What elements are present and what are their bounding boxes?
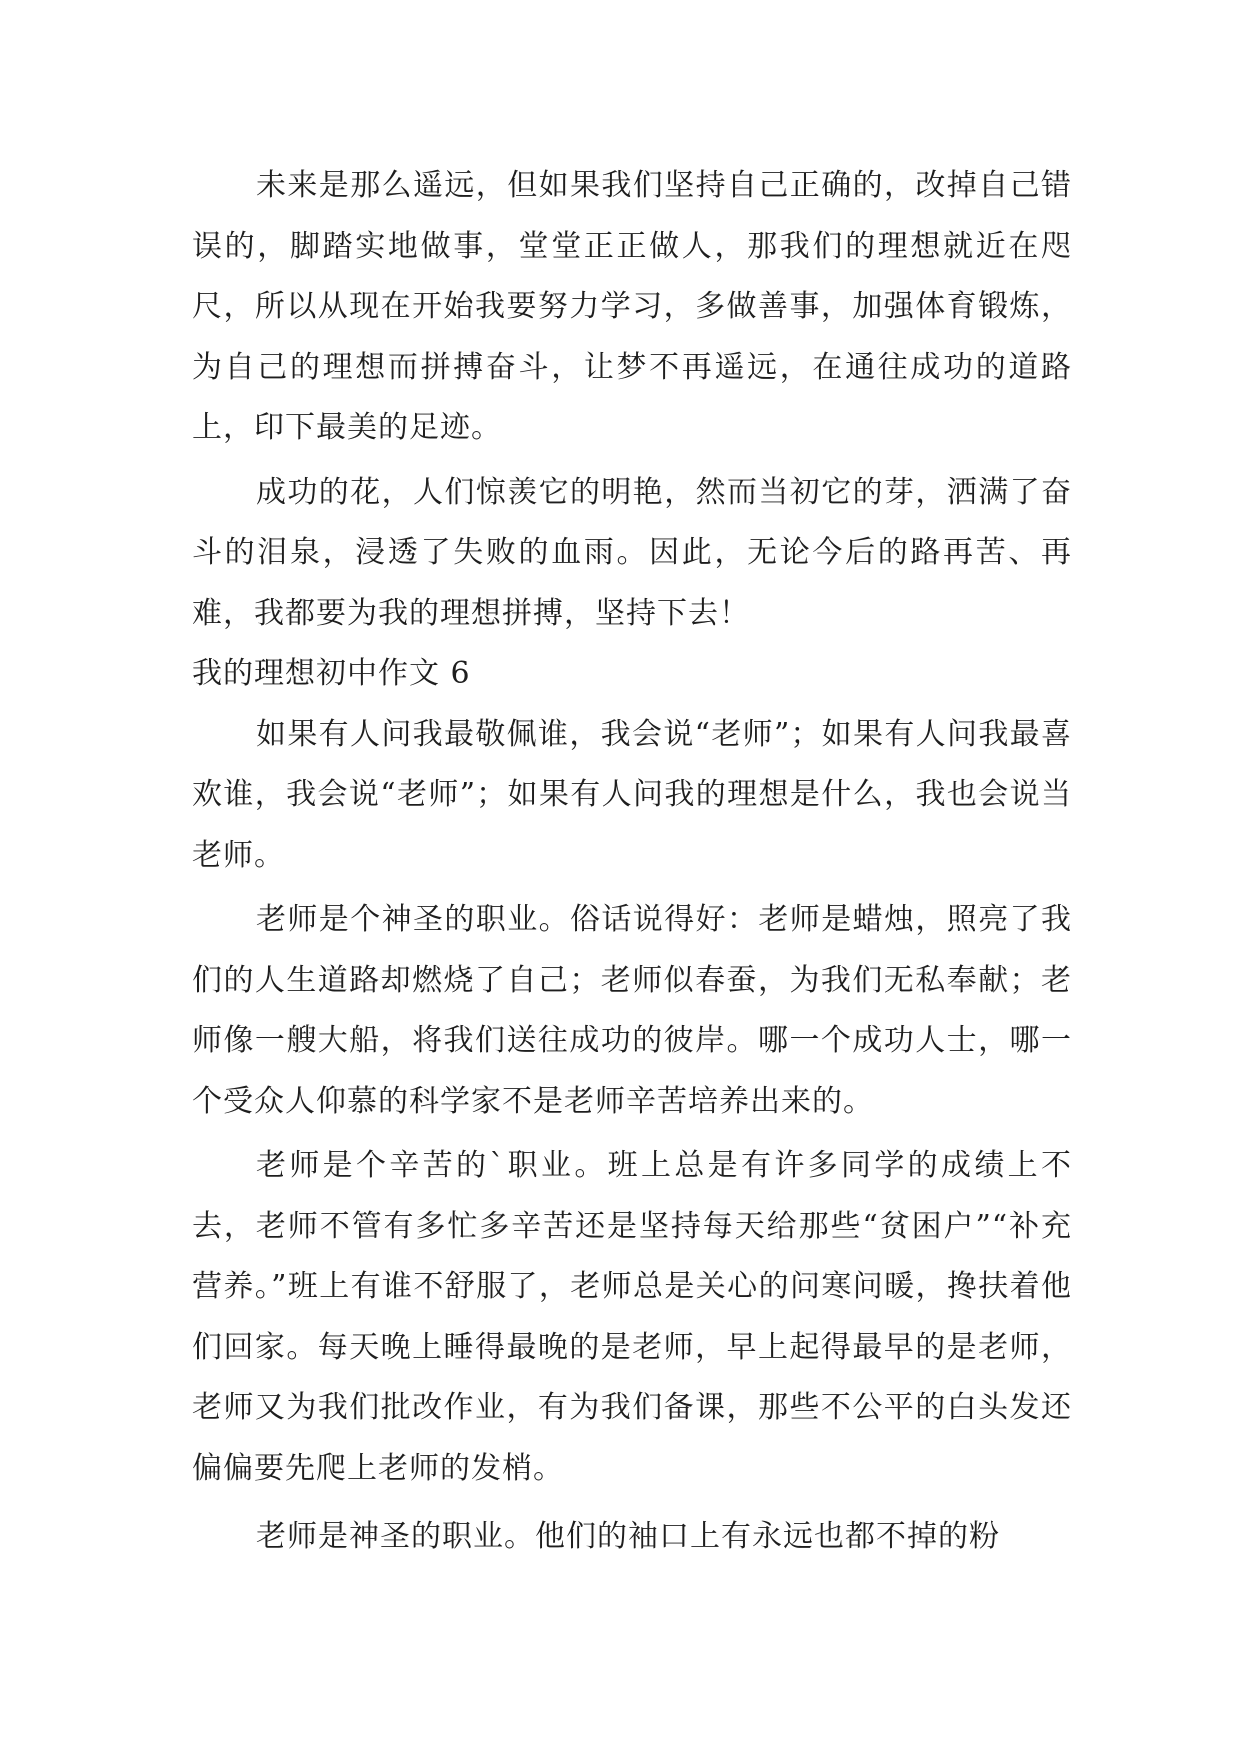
paragraph-flower: 成功的花，人们惊羡它的明艳，然而当初它的芽，洒满了奋斗的泪泉，浸透了失败的血雨。因此，无论今后的路再苦、再难，我都要为我的理想拼搏，坚持下去！ — [192, 474, 1072, 631]
paragraph-sacred-profession: 老师是个神圣的职业。俗话说得好：老师是蜡烛，照亮了我们的人生道路却燃烧了自己；老师似春蚕，为我们无私奉献；老师像一艘大船，将我们送往成功的彼岸。哪一个成功人士，哪一个受众人仰慕的科学家不是老师辛苦培养出来的。 — [192, 902, 1072, 1119]
paragraph-who-admire: 如果有人问我最敬佩谁，我会说“老师”；如果有人问我最喜欢谁，我会说“老师”；如果有人问我的理想是什么，我也会说当老师。 — [192, 716, 1072, 873]
paragraph-sacred-cuffs: 老师是神圣的职业。他们的袖口上有永远也都不掉的粉 — [256, 1519, 1000, 1554]
paragraph-hard-profession: 老师是个辛苦的`职业。班上总是有许多同学的成绩上不去，老师不管有多忙多辛苦还是坚持每天给那些“贫困户”“补充营养。”班上有谁不舒服了，老师总是关心的问寒问暖，搀扶着他们回家。每天晚上睡得最晚的是老师，早上起得最早的是老师，老师又为我们批改作业，有为我们备课，那些不公平的白头发还偏偏要先爬上老师的发梢。 — [192, 1148, 1072, 1486]
section-heading: 我的理想初中作文 6 — [192, 656, 471, 691]
document-body — [192, 156, 1072, 1568]
paragraph-future: 未来是那么遥远，但如果我们坚持自己正确的，改掉自己错误的，脚踏实地做事，堂堂正正做人，那我们的理想就近在咫尺，所以从现在开始我要努力学习，多做善事，加强体育锻炼，为自己的理想而拼搏奋斗，让梦不再遥远，在通往成功的道路上，印下最美的足迹。 — [192, 168, 1072, 445]
